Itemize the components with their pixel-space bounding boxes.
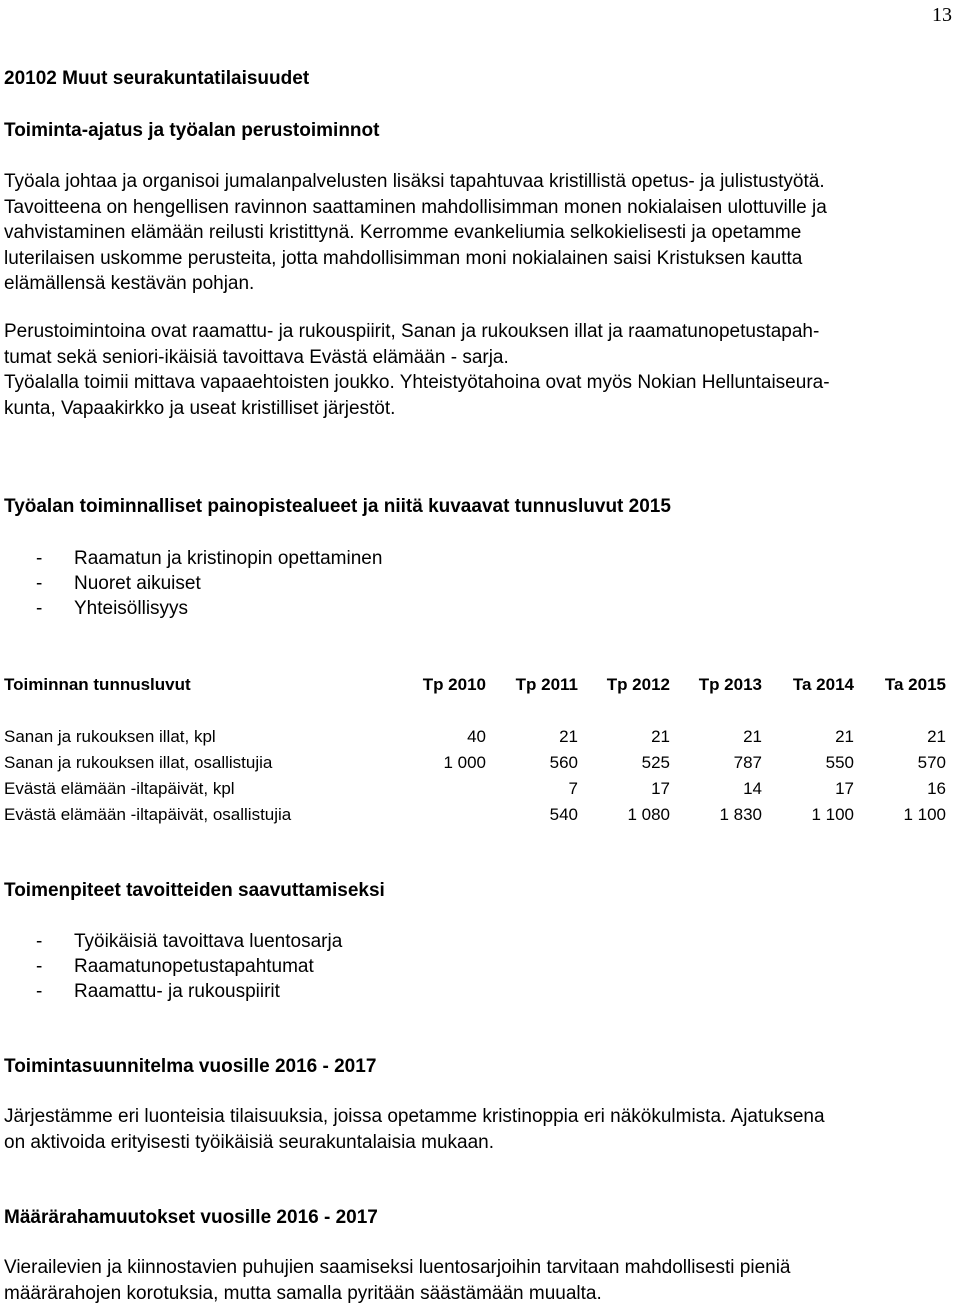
table-row (4, 750, 946, 776)
table-cell: 570 (917, 753, 946, 772)
list-item (4, 929, 342, 954)
table-row (4, 802, 946, 828)
mission-heading: Toiminta-ajatus ja työalan perustoiminnot (4, 120, 380, 141)
column-header: Tp 2012 (606, 675, 670, 694)
text-line: Perustoimintoina ovat raamattu- ja rukouspiirit, Sanan ja rukouksen illat ja raamatunopetustapah- (4, 321, 820, 342)
list-dash: - (36, 956, 43, 977)
text-line: Vierailevien ja kiinnostavien puhujien saamiseksi luentosarjoihin tarvitaan mahdollisesti pieniä (4, 1257, 791, 1278)
table-cell: 16 (927, 779, 946, 798)
column-header: Ta 2015 (884, 675, 946, 694)
mission-paragraph-2 (4, 319, 954, 421)
section-title: 20102 Muut seurakuntatilaisuudet (4, 68, 310, 89)
table-cell: 21 (835, 727, 854, 746)
list-item-text: Raamatunopetustapahtumat (74, 956, 314, 977)
page-number: 13 (932, 4, 952, 26)
table-cell (404, 802, 486, 828)
focus-heading: Työalan toiminnalliset painopistealueet ja niitä kuvaavat tunnusluvut 2015 (4, 496, 671, 517)
mission-paragraph-1 (4, 169, 954, 297)
text-line: Työala johtaa ja organisoi jumalanpalvelusten lisäksi tapahtuvaa kristillistä opetus- ja julistustyötä. (4, 171, 825, 192)
column-header: Tp 2010 (422, 675, 486, 694)
column-header: Tp 2011 (515, 675, 578, 694)
list-item-text: Raamattu- ja rukouspiirit (74, 981, 280, 1002)
table-cell: 21 (559, 727, 578, 746)
list-dash: - (36, 573, 43, 594)
text-line: on aktivoida erityisesti työikäisiä seurakuntalaisia mukaan. (4, 1131, 495, 1153)
table-row (4, 776, 946, 802)
table-row (4, 724, 946, 750)
list-item-text: Yhteisöllisyys (74, 598, 189, 619)
table-cell: 525 (641, 753, 670, 772)
list-item-text: Työikäisiä tavoittava luentosarja (74, 931, 343, 952)
list-dash: - (36, 981, 43, 1002)
measures-list (4, 929, 342, 1004)
text-line: kunta, Vapaakirkko ja useat kristilliset järjestöt. (4, 397, 396, 419)
measures-heading: Toimenpiteet tavoitteiden saavuttamiseksi (4, 880, 385, 901)
table-cell: 21 (927, 727, 946, 746)
list-dash: - (36, 598, 43, 619)
table-cell: 21 (651, 727, 670, 746)
text-line: Tavoitteena on hengellisen ravinnon saattaminen mahdollisimman monen nokialaisen ulottuville ja (4, 196, 827, 218)
column-header: Ta 2014 (792, 675, 854, 694)
table-cell: 1 100 (811, 805, 854, 824)
column-header: Toiminnan tunnusluvut (4, 675, 191, 694)
table-cell: 7 (568, 779, 578, 798)
table-cell: 17 (651, 779, 670, 798)
table-cell: 21 (743, 727, 762, 746)
table-cell: 550 (825, 753, 854, 772)
table-cell: Evästä elämään -iltapäivät, kpl (4, 779, 235, 798)
text-line: luterilaisen uskomme perusteita, jotta mahdollisimman moni nokialainen saisi Kristuksen kautta (4, 247, 803, 269)
budget-paragraph (4, 1255, 954, 1306)
table-header-row (4, 672, 946, 698)
table-cell (404, 776, 486, 802)
text-line: vahvistaminen elämään reilusti kristittynä. Kerromme evankeliumia selkokielisesti ja opetamme (4, 222, 802, 243)
list-item (4, 979, 342, 1004)
text-line: tumat sekä seniori-ikäisiä tavoittava Evästä elämään - sarja. (4, 346, 509, 368)
table-cell: 17 (835, 779, 854, 798)
table-cell: 40 (467, 727, 486, 746)
text-line: Järjestämme eri luonteisia tilaisuuksia, joissa opetamme kristinoppia eri näkökulmista. Ajatuksena (4, 1106, 825, 1127)
list-item (4, 546, 382, 571)
table-cell: Sanan ja rukouksen illat, osallistujia (4, 753, 273, 772)
list-item-text: Raamatun ja kristinopin opettaminen (74, 548, 383, 569)
table-cell: 787 (733, 753, 762, 772)
table-cell: Sanan ja rukouksen illat, kpl (4, 727, 216, 746)
list-item (4, 954, 342, 979)
kpi-table (4, 672, 946, 828)
table-cell: 1 080 (627, 805, 670, 824)
text-line: elämällensä kestävän pohjan. (4, 273, 255, 294)
plan-heading: Toimintasuunnitelma vuosille 2016 - 2017 (4, 1056, 377, 1077)
budget-heading: Määrärahamuutokset vuosille 2016 - 2017 (4, 1207, 378, 1228)
text-line: määrärahojen korotuksia, mutta samalla pyritään säästämään muualta. (4, 1282, 602, 1304)
table-cell: 1 830 (719, 805, 762, 824)
table-cell: 1 000 (443, 753, 486, 772)
table-cell: Evästä elämään -iltapäivät, osallistujia (4, 805, 292, 824)
focus-list (4, 546, 382, 621)
list-item (4, 571, 382, 596)
column-header: Tp 2013 (698, 675, 762, 694)
list-dash: - (36, 931, 43, 952)
list-item (4, 596, 382, 621)
list-item-text: Nuoret aikuiset (74, 573, 201, 594)
list-dash: - (36, 548, 43, 569)
table-cell: 1 100 (903, 805, 946, 824)
table-cell: 540 (549, 805, 578, 824)
table-cell: 560 (549, 753, 578, 772)
table-cell: 14 (743, 779, 762, 798)
plan-paragraph (4, 1104, 954, 1155)
text-line: Työalalla toimii mittava vapaaehtoisten joukko. Yhteistyötahoina ovat myös Nokian Helluntaiseura- (4, 372, 830, 393)
